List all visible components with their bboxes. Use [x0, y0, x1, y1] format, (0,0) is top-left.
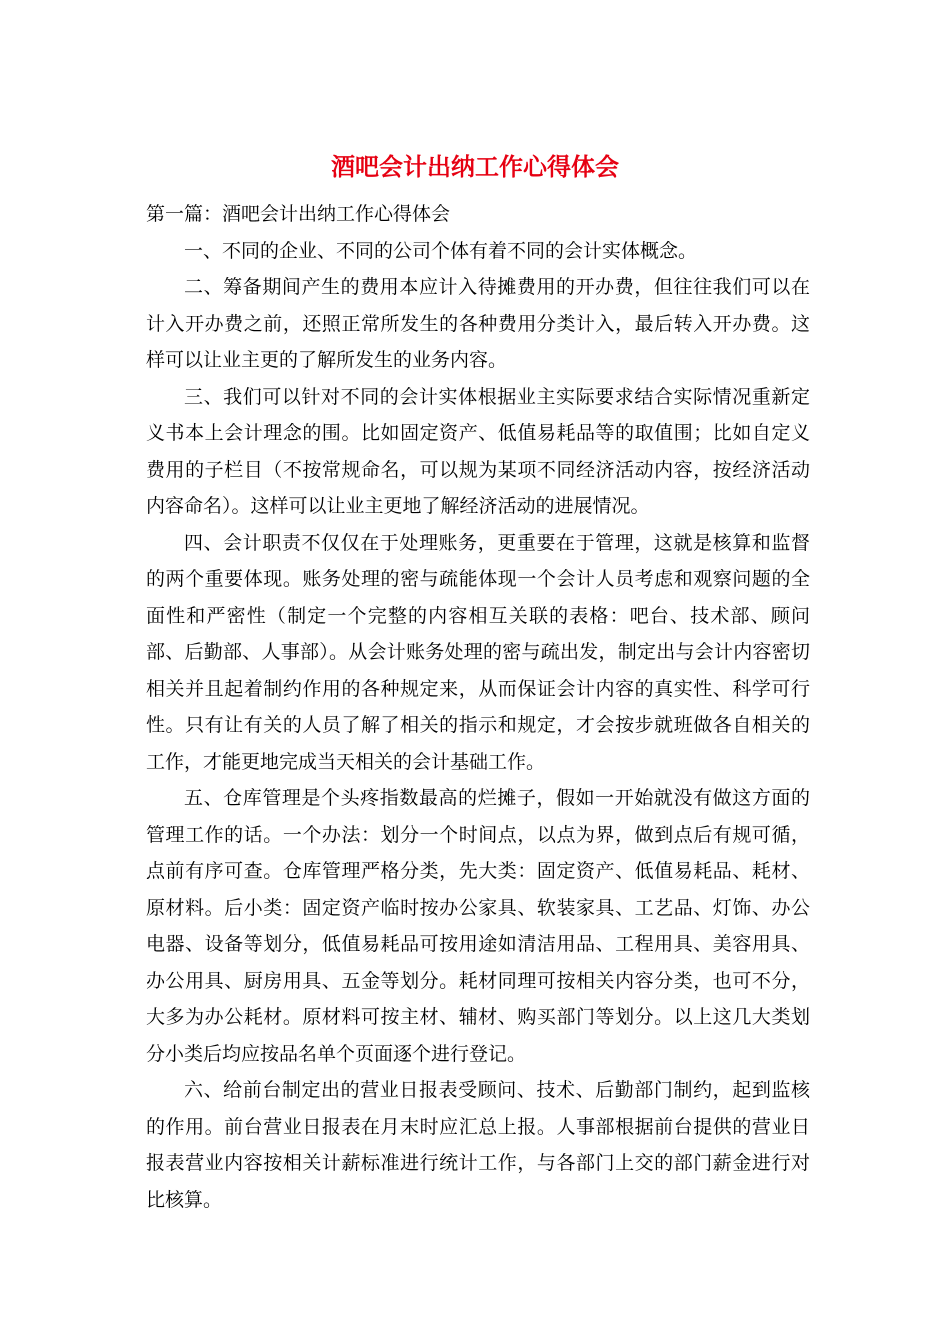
paragraph-2: 二、筹备期间产生的费用本应计入待摊费用的开办费，但往往我们可以在计入开办费之前，还照正常所发生的各种费用分类计入，最后转入开办费。这样可以让业主更的了解所发生的业务内容。: [146, 276, 810, 371]
document-body: [146, 196, 810, 1218]
paragraph-6: 六、给前台制定出的营业日报表受顾问、技术、后勤部门制约，起到监核的作用。前台营业日报表在月末时应汇总上报。人事部根据前台提供的营业日报表营业内容按相关计薪标准进行统计工作，与各部门上交的部门薪金进行对比核算。: [146, 1079, 810, 1211]
paragraph-5: 五、仓库管理是个头疼指数最高的烂摊子，假如一开始就没有做这方面的管理工作的话。一个办法：划分一个时间点，以点为界，做到点后有规可循，点前有序可查。仓库管理严格分类，先大类：固定资产、低值易耗品、耗材、原材料。后小类：固定资产临时按办公家具、软装家具、工艺品、灯饰、办公电器、设备等划分，低值易耗品可按用途如清洁用品、工程用具、美容用具、办公用具、厨房用具、五金等划分。耗材同理可按相关内容分类，也可不分，大多为办公耗材。原材料可按主材、辅材、购买部门等划分。以上这几大类划分小类后均应按品名单个页面逐个进行登记。: [146, 787, 810, 1065]
document-title: 酒吧会计出纳工作心得体会: [331, 152, 619, 181]
paragraph-4: 四、会计职责不仅仅在于处理账务，更重要在于管理，这就是核算和监督的两个重要体现。账务处理的密与疏能体现一个会计人员考虑和观察问题的全面性和严密性（制定一个完整的内容相互关联的表格：吧台、技术部、顾问部、后勤部、人事部）。从会计账务处理的密与疏出发，制定出与会计内容密切相关并且起着制约作用的各种规定来，从而保证会计内容的真实性、科学可行性。只有让有关的人员了解了相关的指示和规定，才会按步就班做各自相关的工作，才能更地完成当天相关的会计基础工作。: [146, 531, 810, 773]
paragraph-1: 一、不同的企业、不同的公司个体有着不同的会计实体概念。: [184, 239, 698, 262]
paragraph-3: 三、我们可以针对不同的会计实体根据业主实际要求结合实际情况重新定义书本上会计理念的围。比如固定资产、低值易耗品等的取值围；比如自定义费用的子栏目（不按常规命名，可以规为某项不同经济活动内容，按经济活动内容命名）。这样可以让业主更地了解经济活动的进展情况。: [146, 385, 810, 517]
section-heading: 第一篇：酒吧会计出纳工作心得体会: [146, 203, 451, 225]
